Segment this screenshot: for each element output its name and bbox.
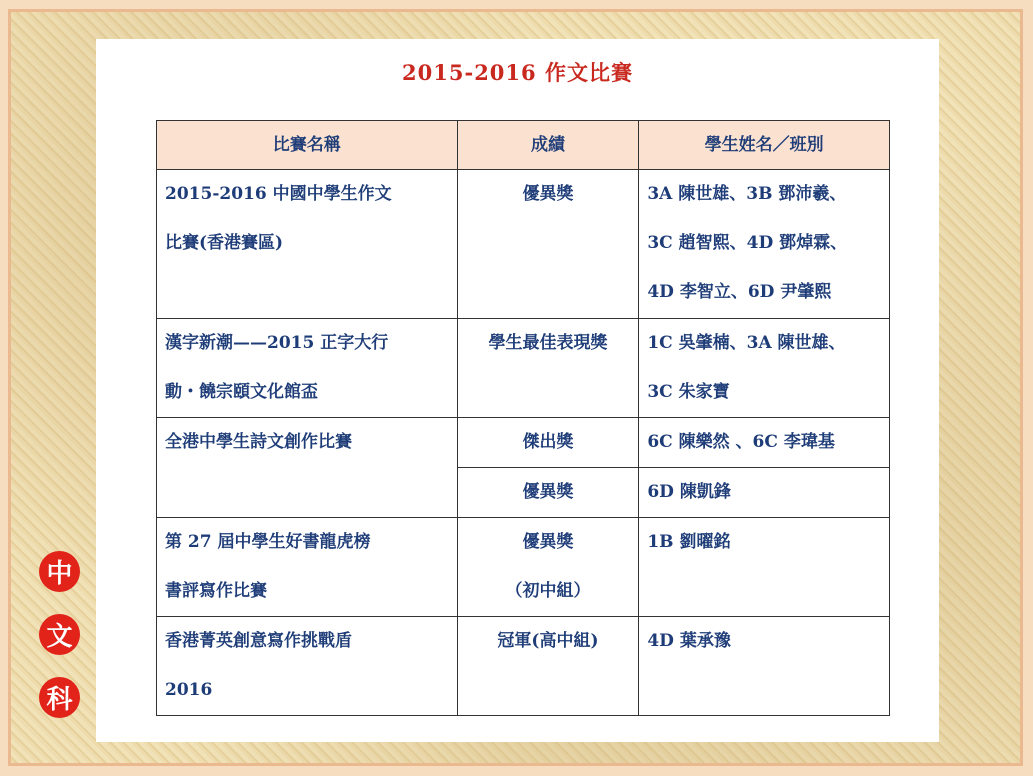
competition-line: 第 27 屆中學生好書龍虎榜 [165,532,371,552]
result-cell [457,518,639,617]
competition-line: 書評寫作比賽 [165,581,267,601]
students-cell [639,617,890,716]
students-line: 6D 陳凱鋒 [647,482,731,502]
competition-line: 全港中學生詩文創作比賽 [165,432,352,452]
result-cell [457,170,639,319]
seal-wen-icon: 文 [39,614,80,655]
table-header-row [157,121,890,170]
header-result: 成績 [457,121,639,170]
students-line: 6C 陳樂然 、6C 李瑋基 [647,432,835,452]
competition-line: 漢字新潮——2015 正字大行 [165,333,389,353]
competition-line: 2016 [165,680,213,700]
header-competition: 比賽名稱 [157,121,458,170]
students-cell [639,319,890,418]
students-line: 4D 葉承豫 [647,631,731,651]
seal-zhong-icon: 中 [39,551,80,592]
competition-line: 動・饒宗頤文化館盃 [165,382,318,402]
students-line: 1C 吳肇楠、3A 陳世雄、 [647,333,846,353]
page-title: 2015-2016 作文比賽 [402,60,633,85]
students-cell [639,468,890,518]
competition-cell [157,418,458,518]
result-line: 優異獎 [522,184,574,204]
result-line: 傑出獎 [522,432,574,452]
result-cell [457,319,639,418]
students-line: 3C 趙智熙、4D 鄧焯霖、 [647,233,848,253]
table-row [157,518,890,617]
students-cell [639,518,890,617]
students-line: 3A 陳世雄、3B 鄧沛羲、 [647,184,847,204]
result-line: 冠軍(高中組) [497,631,599,651]
competition-cell [157,518,458,617]
competition-line: 香港菁英創意寫作挑戰盾 [165,631,352,651]
students-line: 3C 朱家寶 [647,382,730,402]
competition-line: 比賽(香港賽區) [165,233,284,253]
result-line: （初中組） [505,581,591,601]
competition-line: 2015-2016 中國中學生作文 [165,184,392,204]
result-cell [457,468,639,518]
seal-ke-icon: 科 [39,677,80,718]
awards-table [156,120,890,716]
competition-cell [157,170,458,319]
competition-cell [157,319,458,418]
students-cell [639,418,890,468]
competition-cell [157,617,458,716]
table-row [157,170,890,319]
header-students: 學生姓名／班別 [639,121,890,170]
table-row [157,617,890,716]
result-cell [457,617,639,716]
result-line: 學生最佳表現獎 [488,333,608,353]
result-line: 優異獎 [522,482,574,502]
document-page [96,39,939,742]
students-line: 1B 劉曜銘 [647,532,731,552]
table-row [157,418,890,468]
students-line: 4D 李智立、6D 尹肇熙 [647,282,832,302]
table-row [157,319,890,418]
result-line: 優異獎 [522,532,574,552]
result-cell [457,418,639,468]
students-cell [639,170,890,319]
